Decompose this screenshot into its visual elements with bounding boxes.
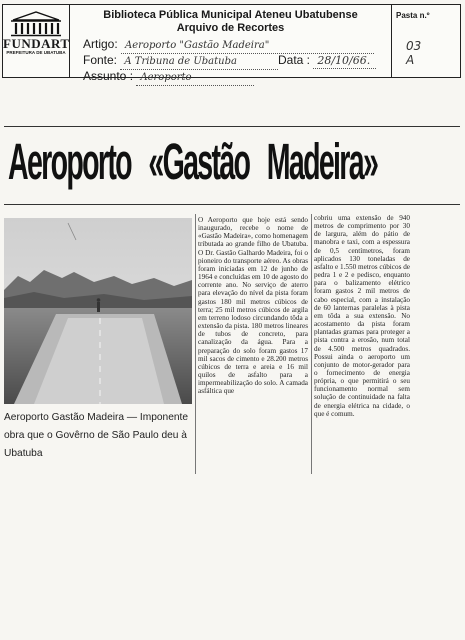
artigo-value: Aeroporto "Gastão Madeira" [121,39,374,54]
building-logo-icon [9,11,63,37]
assunto-label: Assunto : [83,69,134,83]
article-column-right: cobriu uma extensão de 940 metros de comprimento por 30 de largura, além do pátio de manobra e taxi, com a espessura de 0,5 centímetros, foram aplicados 130 toneladas de asfalto e 1.550 metros cúbicos de pedra 1 e 2 e pedisco, enquanto para o balizamento elétrico foram gastos 2 mil metros de cabo especial, com a instalação de 60 lanternas paralelas à pista em tôda a sua extensão. No acostamento da pista foram plantadas gramas para proteger a pista contra a erosão, num total de 4.500 metros quadrados. Possui ainda o aeroporto um conjunto de motor-gerador para o fornecimento de energia própria, o que permitirá o seu funcionamento normal sem solução de continuidade na falta de energia elétrica na cidade, o que é comum. [314,214,410,418]
headline-bottom-rule [4,204,460,205]
pasta-number: 03 [406,39,422,53]
fonte-value: A Tribuna de Ubatuba [120,55,278,70]
assunto-field [83,69,254,86]
pasta-label: Pasta n.º [396,11,430,20]
data-label: Data : [278,53,311,67]
data-field [278,53,376,69]
column-separator-left [195,214,196,474]
archive-header [2,4,461,83]
headline-top-rule [4,126,460,127]
artigo-field [83,37,374,54]
pasta-value [406,39,421,67]
artigo-label: Artigo: [83,37,118,51]
photo-caption: Aeroporto Gastão Madeira — Imponente obra que o Govêrno de São Paulo deu à Ubatuba [4,412,189,459]
column-separator-right [311,214,312,474]
fundart-logo [3,5,70,77]
archive-title [73,9,388,35]
logo-subtitle: PREFEITURA DE UBATUBA [6,50,66,55]
archive-name: Arquivo de Recortes [176,22,285,34]
library-name: Biblioteca Pública Municipal Ateneu Ubatubense [103,9,358,21]
fonte-label: Fonte: [83,53,118,67]
article-column-middle: O Aeroporto que hoje está sendo inaugurado, recebe o nome de «Gastão Madeira», como homenagem tributada ao grande filho de Ubatuba. O Dr. Gastão Galhardo Madeira, foi o pioneiro do transporte aéreo. As obras foram iniciadas em 12 de junho de 1964 e concluídas em 10 de agosto do corrente ano. No serviço de aterro para elevação do nível da pista foram gastos 180 mil metros cúbicos de terra; 25 mil metros cúbicos de argila em terreno lodoso circundando tôda a extensão da pista. 180 metros lineares de tubos de concreto, para canalização da água. Para a preparação do solo foram gastos 17 mil sacos de cimento e 28.200 metros cúbicos de terra e areia e 16 mil quilos de asfalto para a impermeabilização do solo. A camada asfáltica que [198,216,308,396]
fonte-field [83,53,278,70]
pasta-letter: A [406,53,415,67]
article-headline: Aeroporto «Gastão Madeira» [8,133,378,190]
airport-photo [4,218,192,404]
assunto-value: Aeroporto [136,71,254,86]
logo-name: FUNDART [3,36,70,51]
pasta-box [391,5,460,77]
data-value: 28/10/66. [313,54,376,69]
